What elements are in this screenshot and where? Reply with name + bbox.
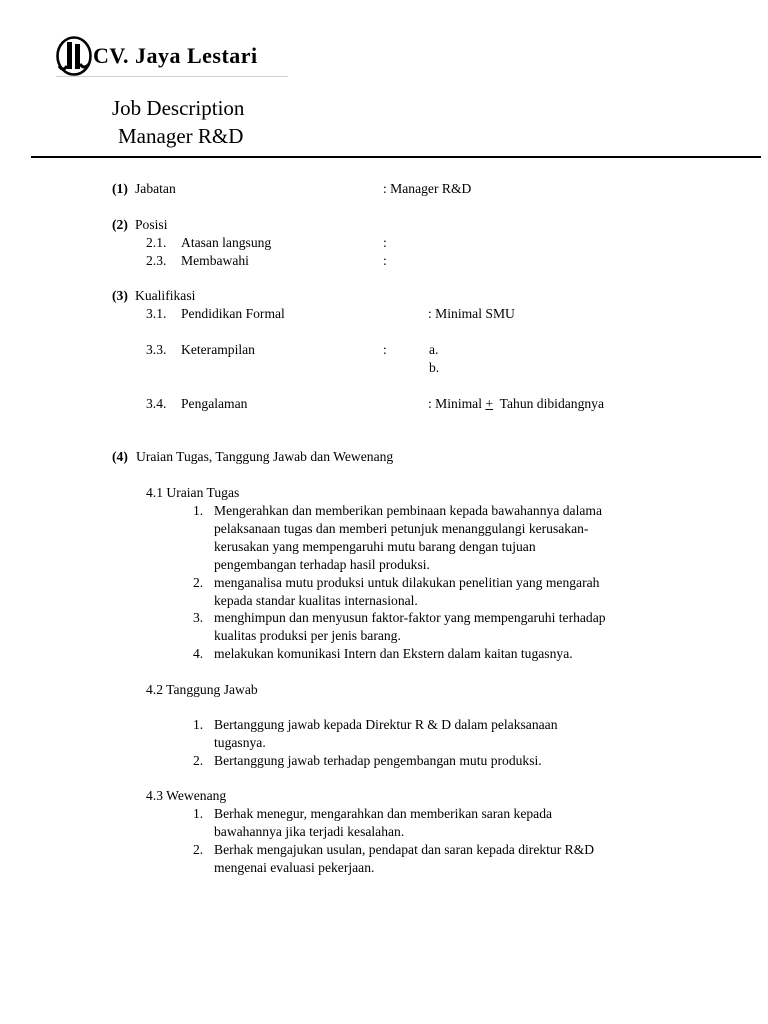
list-number: 1. (193, 503, 204, 518)
section-label-jabatan: Jabatan (135, 181, 176, 196)
section-number: (4) (112, 449, 128, 464)
list-item-line: tugasnya. (214, 735, 266, 750)
section-label-posisi: Posisi (135, 217, 168, 232)
title-line-1: Job Description (112, 96, 245, 120)
list-item-line: Berhak menegur, mengarahkan dan memberikan saran kepada (214, 806, 553, 821)
atasan-langsung-label: Atasan langsung (181, 235, 272, 250)
list-item-line: Bertanggung jawab terhadap pengembangan mutu produksi. (214, 753, 542, 768)
item-number: 3.1. (146, 306, 167, 321)
pengalaman-value (428, 395, 604, 413)
list-item-line: kualitas produksi per jenis barang. (214, 628, 401, 643)
list-item-line: menghimpun dan menyusun faktor-faktor yang mempengaruhi terhadap (214, 610, 606, 625)
list-item-line: pelaksanaan tugas dan memberi petunjuk menanggulangi kerusakan- (214, 521, 589, 536)
list-item-line: Mengerahkan dan memberikan pembinaan kepada bawahannya dalama (214, 503, 603, 518)
list-number: 2. (193, 842, 204, 857)
list-item-line: kepada standar kualitas internasional. (214, 593, 418, 608)
item-number: 2.1. (146, 235, 167, 250)
item-number: 2.3. (146, 253, 167, 268)
list-item-line: kerusakan yang mempengaruhi mutu barang dengan tujuan (214, 539, 536, 554)
company-name: CV. Jaya Lestari (93, 43, 258, 68)
item-number: 3.4. (146, 396, 167, 411)
section-label-uraian: Uraian Tugas, Tanggung Jawab dan Wewenang (136, 449, 394, 464)
list-number: 2. (193, 753, 204, 768)
section-label-kualifikasi: Kualifikasi (135, 288, 196, 303)
pengalaman-label: Pengalaman (181, 396, 248, 411)
pengalaman-value-pre: : Minimal (428, 396, 486, 411)
title-line-2: Manager R&D (118, 124, 244, 148)
list-item-line: bawahannya jika terjadi kesalahan. (214, 824, 405, 839)
plus-minus-symbol: + (485, 396, 494, 411)
membawahi-colon: : (383, 253, 387, 268)
section-number: (2) (112, 217, 128, 232)
jabatan-value: : Manager R&D (383, 181, 472, 196)
section-number: (3) (112, 288, 128, 303)
item-number: 3.3. (146, 342, 167, 357)
subsection-heading-wewenang: 4.3 Wewenang (146, 788, 227, 803)
list-item-line: pengembangan terhadap hasil produksi. (214, 557, 430, 572)
atasan-langsung-colon: : (383, 235, 387, 250)
list-number: 2. (193, 575, 204, 590)
keterampilan-item-a: a. (429, 342, 439, 357)
list-item-line: mengenai evaluasi pekerjaan. (214, 860, 375, 875)
keterampilan-colon: : (383, 342, 387, 357)
list-item-line: Berhak mengajukan usulan, pendapat dan saran kepada direktur R&D (214, 842, 595, 857)
list-number: 1. (193, 717, 204, 732)
subsection-heading-uraian-tugas: 4.1 Uraian Tugas (146, 485, 240, 500)
list-item-line: melakukan komunikasi Intern dan Ekstern dalam kaitan tugasnya. (214, 646, 573, 661)
pendidikan-value: : Minimal SMU (428, 306, 515, 321)
section-number: (1) (112, 181, 128, 196)
list-number: 3. (193, 610, 204, 625)
list-item-line: Bertanggung jawab kepada Direktur R & D dalam pelaksanaan (214, 717, 558, 732)
pendidikan-label: Pendidikan Formal (181, 306, 285, 321)
subsection-heading-tanggung-jawab: 4.2 Tanggung Jawab (146, 682, 258, 697)
list-number: 1. (193, 806, 204, 821)
list-number: 4. (193, 646, 204, 661)
pengalaman-value-post: Tahun dibidangnya (493, 396, 605, 411)
list-item-line: menganalisa mutu produksi untuk dilakukan penelitian yang mengarah (214, 575, 600, 590)
keterampilan-item-b: b. (429, 360, 440, 375)
keterampilan-label: Keterampilan (181, 342, 255, 357)
membawahi-label: Membawahi (181, 253, 249, 268)
